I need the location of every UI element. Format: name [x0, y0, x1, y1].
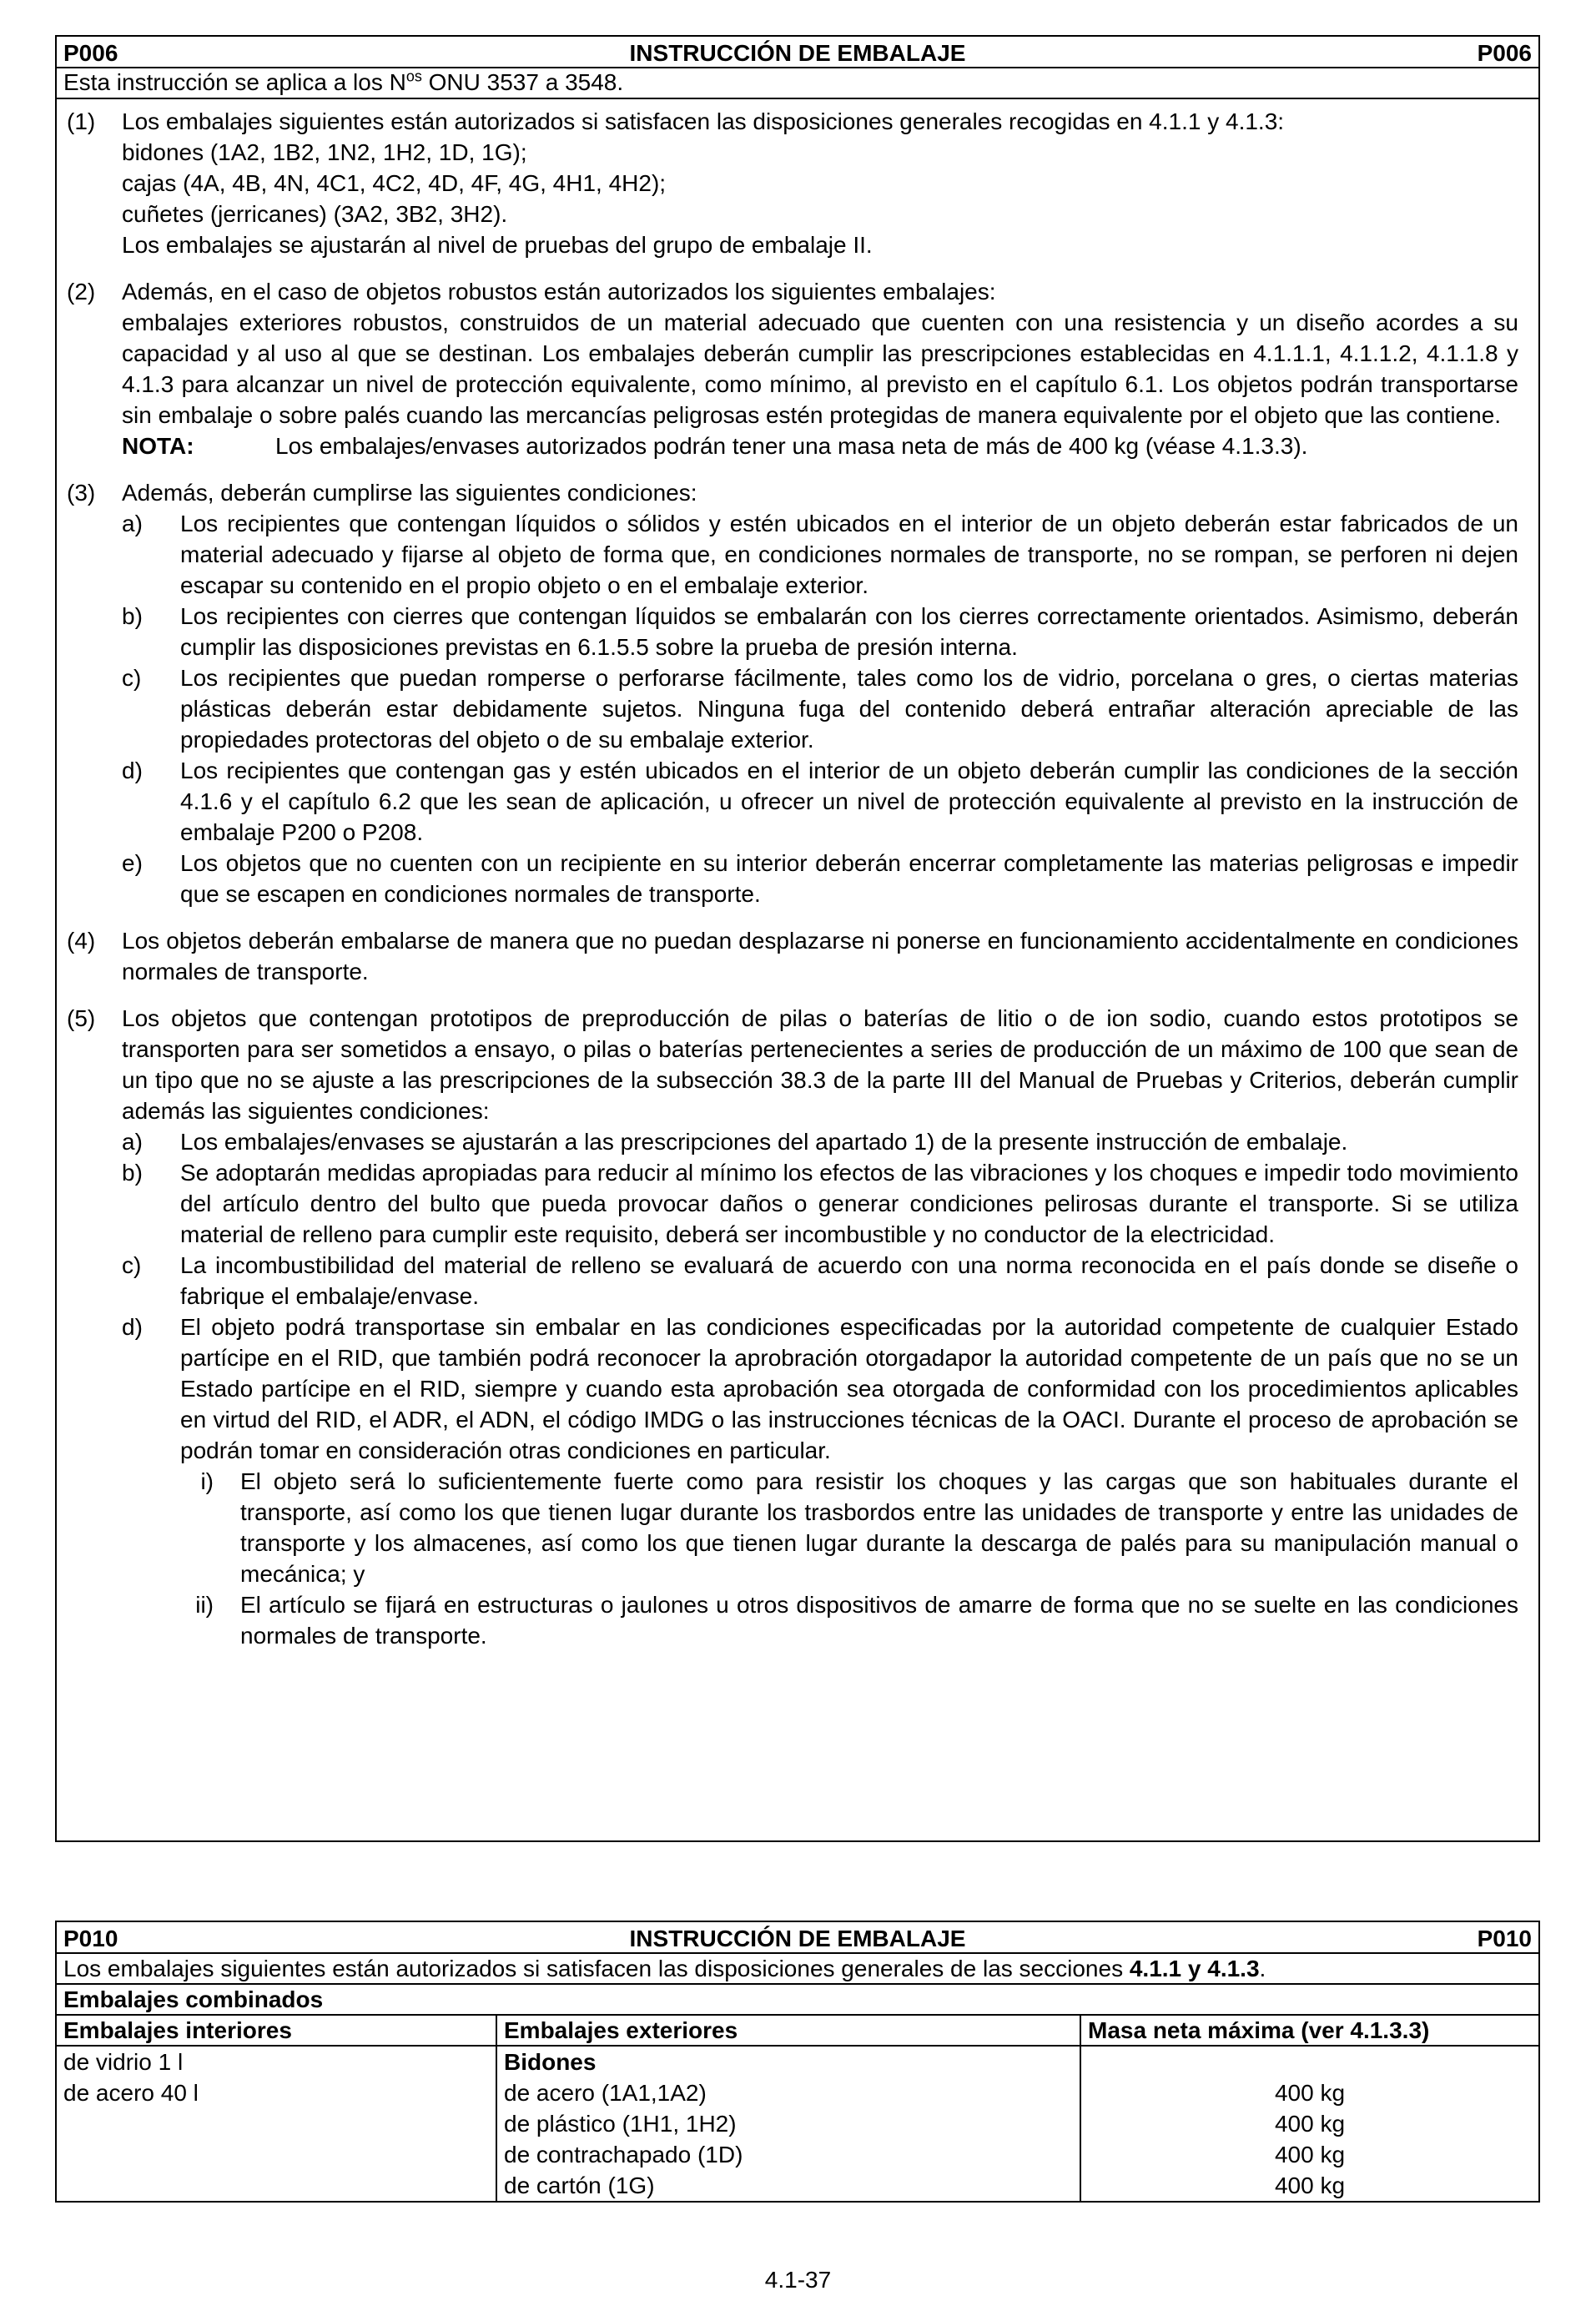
- outer-item: de cartón (1G): [504, 2173, 655, 2198]
- col-outer-header: Embalajes exteriores: [497, 2016, 1081, 2045]
- p006-title: INSTRUCCIÓN DE EMBALAJE: [629, 40, 966, 66]
- nota: [122, 430, 1518, 461]
- p010-box: [55, 1921, 1540, 2203]
- section-line: Los embalajes siguientes están autorizados si satisfacen las disposiciones generales recogidas en 4.1.1 y 4.1.3:: [122, 108, 1285, 134]
- p006-code-right: P006: [1477, 40, 1532, 66]
- p006-section-2: [67, 276, 1518, 461]
- p006-body: [57, 99, 1538, 1656]
- sub-list-item: i) El objeto será lo suficientemente fuerte como para resistir los choques y las cargas que son habituales durante el transporte, así como los que tienen lugar durante los trasbordos entre las unidades de transporte y entre las unidades de transporte y los almacenes, así como los que tienen lugar durante la descarga de palés para su manipulación manual o mecánica; y: [200, 1468, 1518, 1587]
- combined-heading: Embalajes combinados: [57, 1985, 1538, 2016]
- outer-item: de plástico (1H1, 1H2): [504, 2111, 737, 2137]
- p006-header: [57, 37, 1538, 68]
- section-number: (2): [67, 279, 96, 305]
- mass-value: 400 kg: [1274, 2142, 1346, 2167]
- section-number: (4): [67, 928, 96, 954]
- mass-cell: [1081, 2047, 1538, 2201]
- outer-heading: Bidones: [504, 2049, 597, 2075]
- p006-intro: Esta instrucción se aplica a los $N^{os}$ ONU 3537 a 3548.: [57, 68, 1538, 99]
- p010-code-right: P010: [1477, 1926, 1532, 1951]
- section-paragraph: Los objetos deberán embalarse de manera que no puedan desplazarse ni ponerse en funcionamiento accidentalmente en condiciones normales de transporte.: [122, 928, 1518, 984]
- list-item: a) Los recipientes que contengan líquidos o sólidos y estén ubicados en el interior de un objeto deberán estar fabricados de un material adecuado y fijarse al objeto de forma que, en condiciones normales de transporte, no se rompan, se perforen ni dejen escapar su contenido en el propio objeto o en el embalaje exterior.: [122, 511, 1518, 598]
- section-paragraph: Los objetos que contengan prototipos de preproducción de pilas o baterías de litio o de ion sodio, cuando estos prototipos se transporten para ser sometidos a ensayo, o pilas o baterías pertenecientes a series de producción de un máximo de 100 que sean de un tipo que no se ajuste a las prescripciones de la subsección 38.3 de la parte III del Manual de Pruebas y Criterios, deberán cumplir además las siguientes condiciones:: [122, 1005, 1518, 1124]
- nota-label: NOTA:: [122, 433, 194, 459]
- section-number: (3): [67, 480, 96, 506]
- list-item: d) El objeto podrá transportase sin embalar en las condiciones especificadas por la autoridad competente de cualquier Estado partícipe en el RID, que también podrá reconocer la aprobración otorgadapor la autoridad competente de un país que no se un Estado partícipe en el RID, siempre y cuando esta aprobación sea otorgada de conformidad con los procedimientos aplicables en virtud del RID, el ADR, el ADN, el código IMDG o las instrucciones técnicas de la OACI. Durante el proceso de aprobación se podrán tomar en consideración otras condiciones en particular. i) El objeto será lo suficientemente fuerte como para resistir los choques y las cargas que son habituales durante el transporte, así como los que tienen lugar durante los trasbordos entre las unidades de transporte y entre las unidades de transporte y los almacenes, así como los que tienen lugar durante la descarga de palés para su manipulación manual o mecánica; y ii) El artículo se fijará en estructuras o jaulones u otros dispositivos de amarre de forma que no se suelte en las condiciones normales de transporte.: [67, 1312, 1518, 1651]
- mass-value: 400 kg: [1274, 2111, 1346, 2137]
- p006-section-1: [67, 106, 1518, 260]
- p006-section-5: [67, 1003, 1518, 1651]
- p006-section-3: [67, 477, 1518, 909]
- p010-code-left: P010: [63, 1926, 118, 1951]
- section-line: Además, en el caso de objetos robustos están autorizados los siguientes embalajes:: [122, 279, 996, 305]
- col-inner-header: Embalajes interiores: [57, 2016, 497, 2045]
- list-item: c) La incombustibilidad del material de relleno se evaluará de acuerdo con una norma reconocida en el país donde se diseñe o fabrique el embalaje/envase.: [122, 1252, 1518, 1309]
- p006-box: [55, 35, 1540, 1842]
- sub-list-item: ii) El artículo se fijará en estructuras o jaulones u otros dispositivos de amarre de forma que no se suelte en las condiciones normales de transporte.: [195, 1592, 1518, 1649]
- col-mass-header: Masa neta máxima (ver 4.1.3.3): [1088, 2017, 1430, 2043]
- outer-cell: [497, 2047, 1081, 2201]
- mass-value: 400 kg: [1274, 2080, 1346, 2106]
- page-number: 4.1-37: [764, 2267, 832, 2293]
- list-item: d) Los recipientes que contengan gas y estén ubicados en el interior de un objeto deberán cumplir las condiciones de la sección 4.1.6 y el capítulo 6.2 que les sean de aplicación, u ofrecer un nivel de protección equivalente al previsto en la instrucción de embalaje P200 o P208.: [122, 758, 1518, 845]
- inner-item: de vidrio 1 l: [63, 2049, 184, 2075]
- list-item: e) Los objetos que no cuenten con un recipiente en su interior deberán encerrar completamente las materias peligrosas e impedir que se escapen en condiciones normales de transporte.: [122, 850, 1518, 907]
- outer-item: de acero (1A1,1A2): [504, 2080, 707, 2106]
- table-body: [57, 2047, 1538, 2201]
- section-line: cajas (4A, 4B, 4N, 4C1, 4C2, 4D, 4F, 4G, 4H1, 4H2);: [122, 170, 667, 196]
- section-line: cuñetes (jerricanes) (3A2, 3B2, 3H2).: [122, 201, 508, 227]
- nota-text: Los embalajes/envases autorizados podrán tener una masa neta de más de 400 kg (véase 4.1.3.3).: [275, 433, 1308, 459]
- table-header-row: [57, 2016, 1538, 2047]
- p010-title: INSTRUCCIÓN DE EMBALAJE: [629, 1926, 966, 1951]
- outer-item: de contrachapado (1D): [504, 2142, 743, 2167]
- mass-value: 400 kg: [1274, 2173, 1346, 2198]
- p010-header: [57, 1922, 1538, 1954]
- p006-code-left: P006: [63, 40, 118, 66]
- list-item: a) Los embalajes/envases se ajustarán a las prescripciones del apartado 1) de la presente instrucción de embalaje.: [122, 1129, 1348, 1155]
- inner-item: de acero 40 l: [63, 2080, 199, 2106]
- p006-section-4: [67, 925, 1518, 987]
- section-line: Además, deberán cumplirse las siguientes condiciones:: [122, 480, 697, 506]
- section-number: (5): [67, 1005, 96, 1031]
- section-line: Los embalajes se ajustarán al nivel de pruebas del grupo de embalaje II.: [122, 232, 873, 258]
- list-item: c) Los recipientes que puedan romperse o perforarse fácilmente, tales como los de vidrio, porcelana o gres, o ciertas materias plásticas deberán estar debidamente sujetos. Ninguna fuga del contenido deberá entrañar alteración apreciable de las propiedades protectoras del objeto o de su embalaje exterior.: [122, 665, 1518, 753]
- p010-intro: Los embalajes siguientes están autorizados si satisfacen las disposiciones generales de las secciones 4.1.1 y 4.1.3.: [57, 1954, 1538, 1985]
- section-paragraph: embalajes exteriores robustos, construidos de un material adecuado que cuenten con una resistencia y un diseño acordes a su capacidad y al uso al que se destinan. Los embalajes deberán cumplir las prescripciones establecidas en 4.1.1.1, 4.1.1.2, 4.1.1.8 y 4.1.3 para alcanzar un nivel de protección equivalente, como mínimo, al previsto en el capítulo 6.1. Los objetos podrán transportarse sin embalaje o sobre palés cuando las mercancías peligrosas estén protegidas de manera equivalente por el objeto que las contiene.: [122, 310, 1518, 428]
- section-line: bidones (1A2, 1B2, 1N2, 1H2, 1D, 1G);: [122, 139, 527, 165]
- section-number: (1): [67, 108, 96, 134]
- list-item: b) Los recipientes con cierres que contengan líquidos se embalarán con los cierres correctamente orientados. Asimismo, deberán cumplir las disposiciones previstas en 6.1.5.5 sobre la prueba de presión interna.: [122, 603, 1518, 660]
- list-item: b) Se adoptarán medidas apropiadas para reducir al mínimo los efectos de las vibraciones y los choques e impedir todo movimiento del artículo dentro del bulto que pueda provocar daños o generar condiciones pelirosas durante el transporte. Si se utiliza material de relleno para cumplir este requisito, deberá ser incombustible y no conductor de la electricidad.: [122, 1160, 1518, 1247]
- inner-cell: [57, 2047, 497, 2201]
